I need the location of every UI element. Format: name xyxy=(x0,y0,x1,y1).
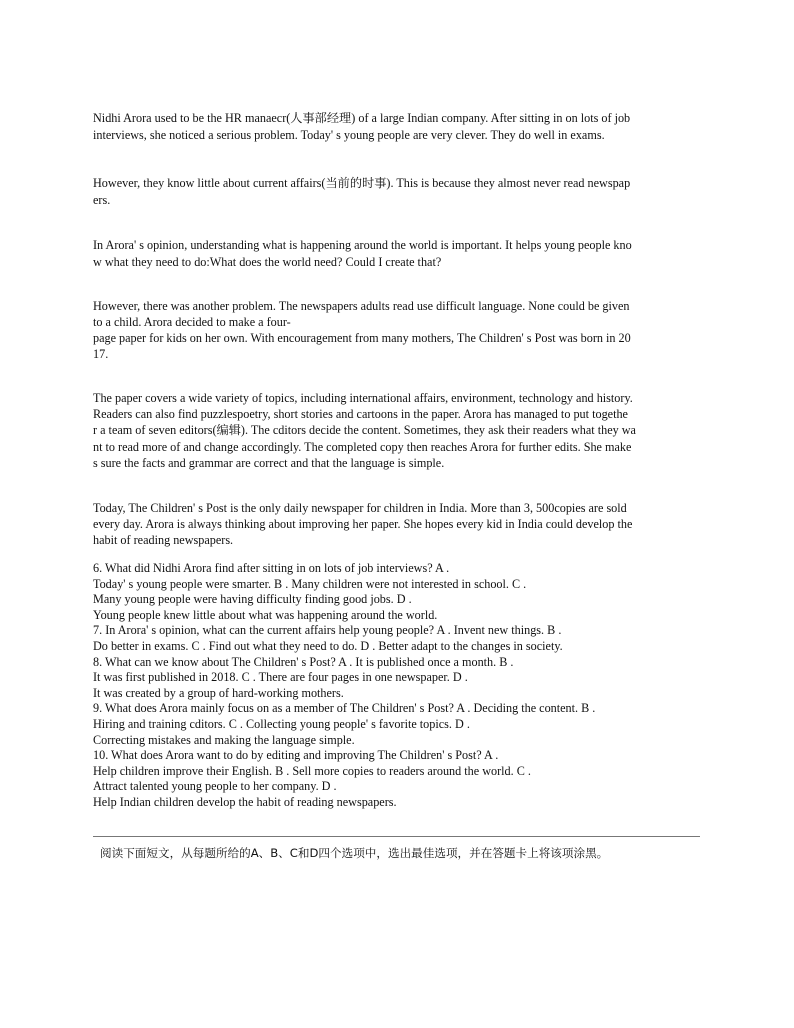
question-line: It was first published in 2018. C . There are four pages in one newspaper. D . xyxy=(93,670,468,685)
question-line: Attract talented young people to her company. D . xyxy=(93,779,337,794)
question-line: 8. What can we know about The Children' s Post? A . It is published once a month. B . xyxy=(93,654,514,669)
passage-line: Readers can also find puzzlespoetry, short stories and cartoons in the paper. Arora has managed to put togethe xyxy=(93,407,628,422)
passage-line: interviews, she noticed a serious problem. Today' s young people are very clever. They do well in exams. xyxy=(93,128,605,142)
passage-line: In Arora' s opinion, understanding what is happening around the world is important. It helps young people kno xyxy=(93,238,632,252)
passage-line: page paper for kids on her own. With encouragement from many mothers, The Children' s Post was born in 20 xyxy=(93,331,631,345)
section-instruction: 阅读下面短文，从每题所给的A、B、C和D四个选项中，选出最佳选项，并在答题卡上将该项涂黑。 xyxy=(100,846,609,860)
question-line: Do better in exams. C . Find out what they need to do. D . Better adapt to the changes in society. xyxy=(93,638,563,653)
passage-line: Nidhi Arora used to be the HR manaecr(人事部经理) of a large Indian company. After sitting in on lots of job xyxy=(93,111,631,125)
question-line: Young people knew little about what was happening around the world. xyxy=(93,607,438,622)
passage-line: However, they know little about current affairs(当前的时事). This is because they almost never read newspap xyxy=(93,176,631,190)
passage-line: nt to read more of and change accordingly. The completed copy then reaches Arora for further edits. She make xyxy=(93,439,632,454)
passage-line: habit of reading newspapers. xyxy=(93,533,234,547)
passage-paragraph-6 xyxy=(93,500,703,548)
passage-line: However, there was another problem. The newspapers adults read use difficult language. None could be given xyxy=(93,299,630,313)
question-line: It was created by a group of hard-working mothers. xyxy=(93,685,344,700)
passage-line: 17. xyxy=(93,347,109,361)
passage-line: every day. Arora is always thinking about improving her paper. She hopes every kid in India could develop the xyxy=(93,517,633,531)
question-line: 10. What does Arora want to do by editing and improving The Children' s Post? A . xyxy=(93,748,499,763)
passage-line: to a child. Arora decided to make a four- xyxy=(93,315,291,329)
question-line: Correcting mistakes and making the language simple. xyxy=(93,732,355,747)
passage-line: ers. xyxy=(93,193,111,207)
question-line: Help Indian children develop the habit of reading newspapers. xyxy=(93,794,397,809)
question-line: 7. In Arora' s opinion, what can the current affairs help young people? A . Invent new things. B . xyxy=(93,623,562,638)
question-line: Hiring and training cditors. C . Collecting young people' s favorite topics. D . xyxy=(93,716,470,731)
passage-paragraph-1 xyxy=(93,110,703,144)
passage-paragraph-4 xyxy=(93,298,703,362)
passage-line: The paper covers a wide variety of topics, including international affairs, environment, technology and history. xyxy=(93,391,633,405)
question-line: 6. What did Nidhi Arora find after sitting in on lots of job interviews? A . xyxy=(93,561,450,575)
passage-line: r a team of seven editors(编辑). The cditors decide the content. Sometimes, they ask their readers what they wa xyxy=(93,423,636,438)
passage-line: s sure the facts and grammar are correct and that the language is simple. xyxy=(93,455,445,470)
question-line: 9. What does Arora mainly focus on as a member of The Children' s Post? A . Deciding the content. B . xyxy=(93,701,596,716)
question-line: Many young people were having difficulty finding good jobs. D . xyxy=(93,592,412,607)
questions-block xyxy=(93,561,703,811)
passage-line: Today, The Children' s Post is the only daily newspaper for children in India. More than 3, 500copies are sold xyxy=(93,501,627,515)
question-line: Help children improve their English. B . Sell more copies to readers around the world. C . xyxy=(93,763,531,778)
section-divider xyxy=(93,836,700,837)
question-line: Today' s young people were smarter. B . Many children were not interested in school. C . xyxy=(93,576,527,591)
passage-paragraph-2 xyxy=(93,175,703,209)
passage-line: w what they need to do:What does the world need? Could I create that? xyxy=(93,255,442,269)
passage-paragraph-3 xyxy=(93,237,703,271)
passage-paragraph-5 xyxy=(93,390,703,471)
